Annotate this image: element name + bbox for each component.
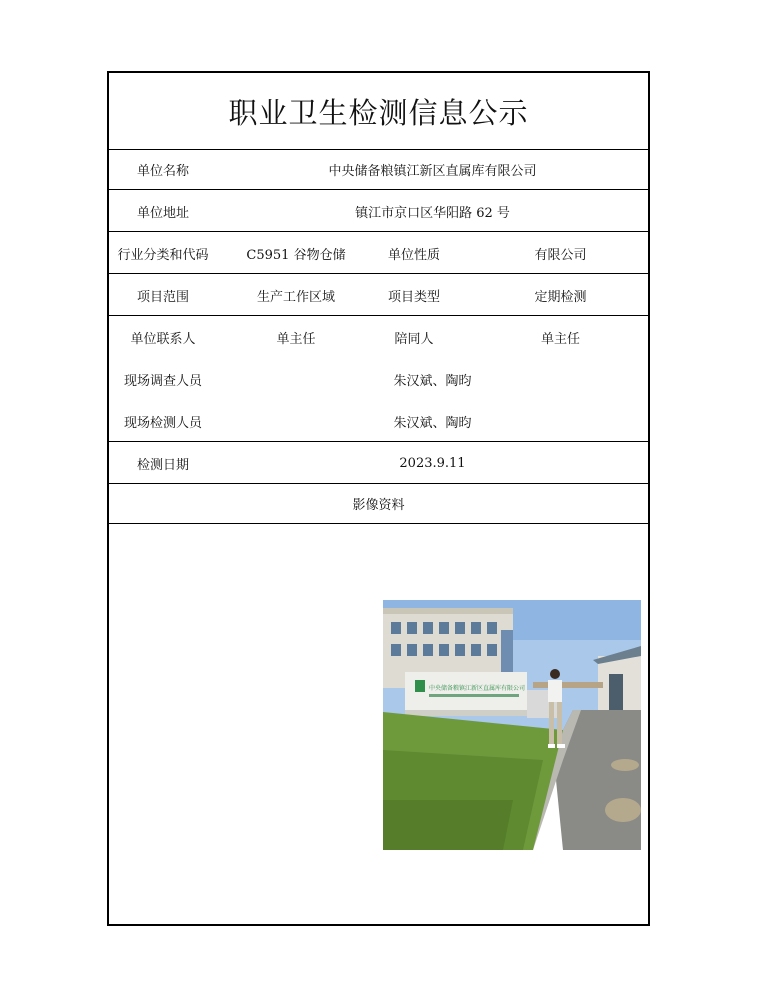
escort-value: 单主任 bbox=[540, 332, 580, 347]
test-staff-label: 现场检测人员 bbox=[123, 415, 202, 431]
unit-nature-value: 有限公司 bbox=[534, 247, 587, 263]
row-unit-name bbox=[109, 149, 648, 190]
project-type-label: 项目类型 bbox=[387, 289, 440, 305]
test-staff-value: 朱汉斌、陶昀 bbox=[393, 415, 472, 431]
project-scope-label: 项目范围 bbox=[136, 289, 189, 305]
row-unit-address bbox=[109, 191, 648, 232]
project-type-value: 定期检测 bbox=[534, 289, 587, 305]
site-photo bbox=[383, 600, 641, 850]
row-project bbox=[109, 275, 648, 316]
media-label: 影像资料 bbox=[352, 497, 405, 513]
row-survey-staff bbox=[109, 359, 648, 400]
photo-area bbox=[109, 524, 648, 924]
industry-label: 行业分类和代码 bbox=[117, 247, 209, 263]
sign-text: 中央储备粮镇江新区直属库有限公司 bbox=[429, 685, 526, 692]
unit-nature-label: 单位性质 bbox=[387, 247, 440, 263]
page-title: 职业卫生检测信息公示 bbox=[109, 73, 648, 150]
row-test-staff bbox=[109, 401, 648, 442]
row-contact bbox=[109, 317, 648, 358]
unit-address-label: 单位地址 bbox=[136, 205, 189, 221]
site-photo-illustration bbox=[383, 600, 641, 850]
unit-name-value: 中央储备粮镇江新区直属库有限公司 bbox=[328, 163, 537, 179]
industry-value: C5951 谷物仓储 bbox=[246, 247, 346, 263]
test-date-value: 2023.9.11 bbox=[399, 455, 466, 471]
notice-frame bbox=[107, 71, 650, 926]
contact-value: 单主任 bbox=[276, 332, 316, 347]
unit-name-label: 单位名称 bbox=[136, 163, 189, 179]
project-scope-value: 生产工作区域 bbox=[256, 289, 335, 305]
survey-staff-value: 朱汉斌、陶昀 bbox=[393, 374, 472, 389]
contact-label: 单位联系人 bbox=[130, 332, 196, 347]
escort-label: 陪同人 bbox=[394, 332, 434, 347]
row-media bbox=[109, 483, 648, 524]
row-test-date bbox=[109, 443, 648, 484]
survey-staff-label: 现场调查人员 bbox=[123, 374, 202, 389]
test-date-label: 检测日期 bbox=[136, 457, 189, 473]
row-industry bbox=[109, 233, 648, 274]
unit-address-value: 镇江市京口区华阳路 62 号 bbox=[355, 205, 510, 221]
